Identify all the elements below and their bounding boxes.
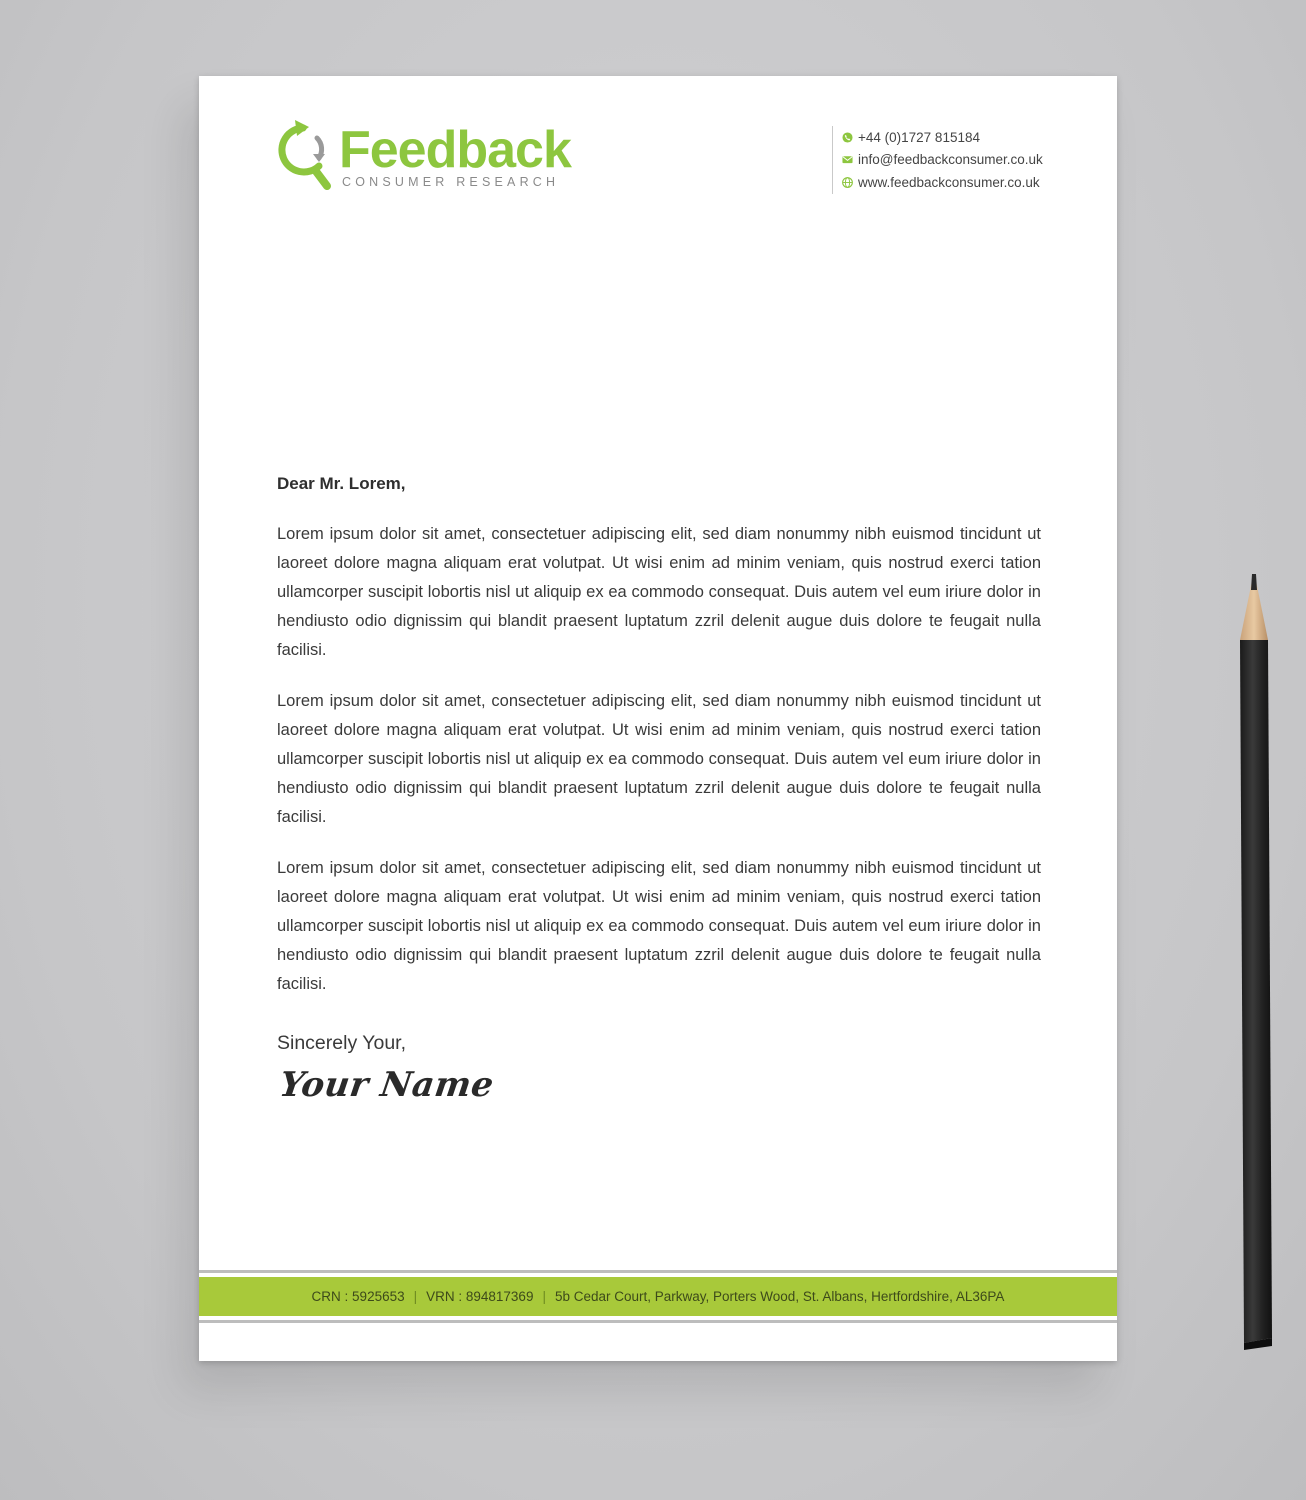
email-link[interactable]: info@feedbackconsumer.co.uk (858, 152, 1043, 168)
footer-vrn: VRN : 894817369 (426, 1289, 534, 1304)
website-link[interactable]: www.feedbackconsumer.co.uk (858, 174, 1040, 190)
company-logo (273, 114, 583, 194)
footer-crn: CRN : 5925653 (311, 1289, 405, 1304)
footer-separator: | (542, 1289, 546, 1304)
letterhead-paper (199, 76, 1117, 1361)
contact-email (842, 149, 1043, 172)
footer-separator: | (413, 1289, 418, 1304)
contact-website (842, 171, 1043, 194)
letter-paragraph: Lorem ipsum dolor sit amet, consectetuer adipiscing elit, sed diam nonummy nibh euismod tincidunt ut laoreet dolore magna aliquam erat volutpat. Ut wisi enim ad minim veniam, quis nostrud exerci tation ullamcorper suscipit lobortis nisl ut aliquip ex ea commodo consequat. Duis autem vel eum iriure dolor in hendiusto odio dignissim qui blandit praesent luptatum zzril delenit augue duis dolore te feugait nulla facilisi. (277, 859, 1041, 993)
phone-text[interactable]: +44 (0)1727 815184 (858, 129, 980, 145)
contact-phone (842, 126, 1043, 149)
footer-address: 5b Cedar Court, Parkway, Porters Wood, St. Albans, Hertfordshire, AL36PA (554, 1289, 1005, 1304)
letter-paragraph: Lorem ipsum dolor sit amet, consectetuer adipiscing elit, sed diam nonummy nibh euismod tincidunt ut laoreet dolore magna aliquam erat volutpat. Ut wisi enim ad minim veniam, quis nostrud exerci tation ullamcorper suscipit lobortis nisl ut aliquip ex ea commodo consequat. Duis autem vel eum iriure dolor in hendiusto odio dignissim qui blandit praesent luptatum zzril delenit augue duis dolore te feugait nulla facilisi. (277, 692, 1041, 826)
footer-divider-top (199, 1270, 1117, 1273)
brand-tagline: CONSUMER RESEARCH (342, 175, 560, 189)
letter-greeting: Dear Mr. Lorem, (277, 474, 406, 493)
footer-band (199, 1277, 1117, 1316)
footer-divider-bottom (199, 1320, 1117, 1323)
mail-icon (842, 154, 853, 165)
globe-icon (842, 177, 853, 188)
letter-paragraph: Lorem ipsum dolor sit amet, consectetuer adipiscing elit, sed diam nonummy nibh euismod tincidunt ut laoreet dolore magna aliquam erat volutpat. Ut wisi enim ad minim veniam, quis nostrud exerci tation ullamcorper suscipit lobortis nisl ut aliquip ex ea commodo consequat. Duis autem vel eum iriure dolor in hendiusto odio dignissim qui blandit praesent luptatum zzril delenit augue duis dolore te feugait nulla facilisi. (277, 525, 1041, 659)
letter-body (277, 472, 1041, 1105)
phone-icon (842, 132, 853, 143)
contact-block (832, 126, 1043, 194)
brand-name: Feedback (339, 121, 571, 179)
letter-closing: Sincerely Your, (277, 1032, 407, 1054)
signature: Your Name (277, 1065, 497, 1105)
pencil-image (1228, 568, 1288, 1358)
magnifier-refresh-icon (273, 118, 337, 192)
